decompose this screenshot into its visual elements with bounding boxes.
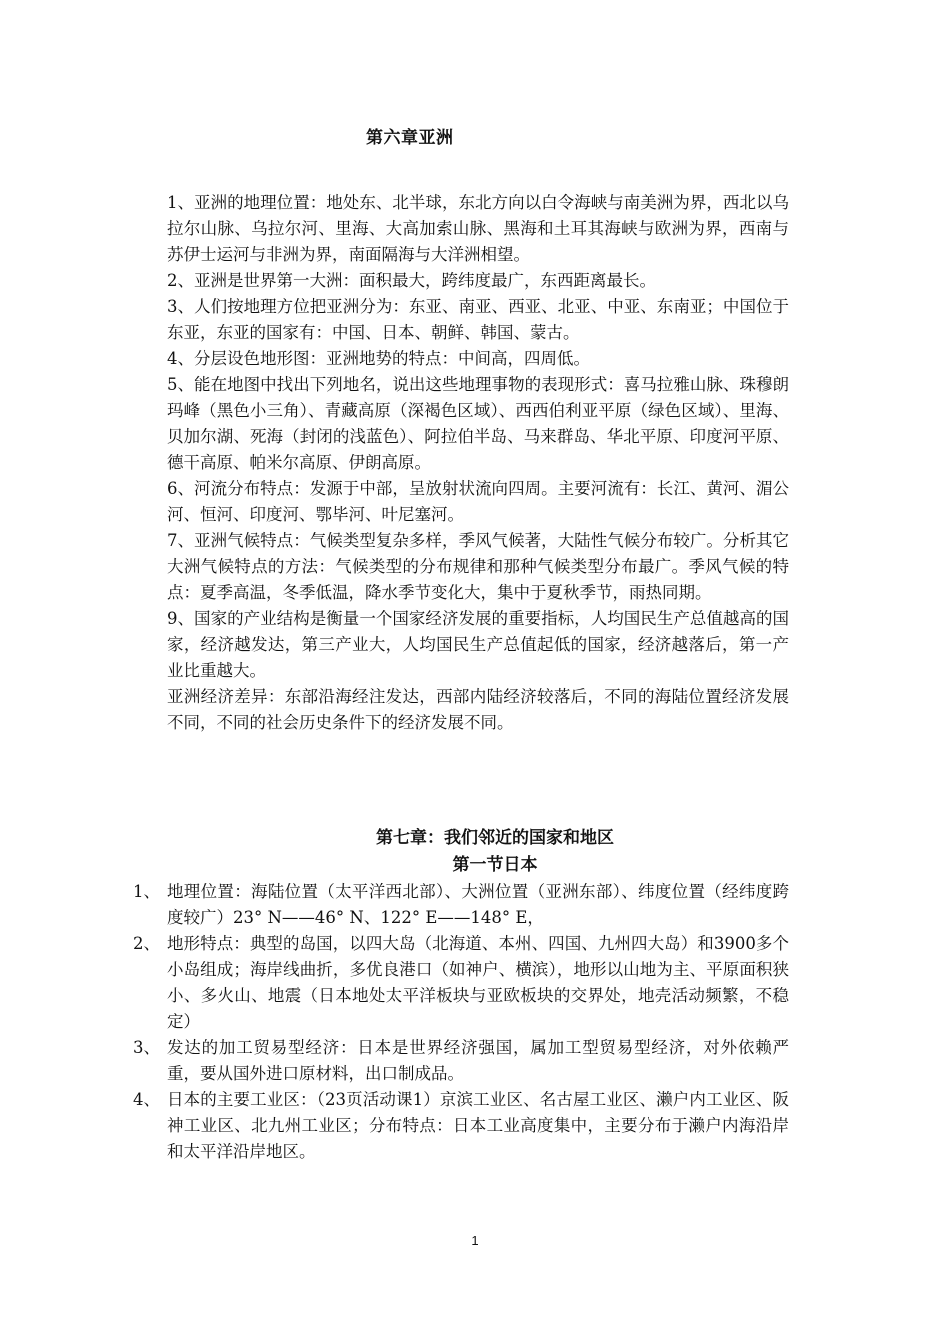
chapter-6-title: 第六章亚洲 <box>366 128 454 148</box>
paragraph-largest-continent: 2、亚洲是世界第一大洲：面积最大，跨纬度最广，东西距离最长。 <box>167 271 656 290</box>
chapter-7-title: 第七章：我们邻近的国家和地区 <box>376 828 614 848</box>
list-number: 2、 <box>133 934 160 953</box>
paragraph-regions: 3、人们按地理方位把亚洲分为：东亚、南亚、西亚、北亚、中亚、东南亚；中国位于东亚，东亚的国家有：中国、日本、朝鲜、韩国、蒙古。 <box>167 297 789 342</box>
japan-list <box>133 879 789 1165</box>
list-number: 3、 <box>133 1038 160 1057</box>
list-item <box>133 931 789 1035</box>
paragraph-terrain-map: 4、分层设色地形图：亚洲地势的特点：中间高，四周低。 <box>167 349 590 368</box>
paragraph-industry-structure: 9、国家的产业结构是衡量一个国家经济发展的重要指标，人均国民生产总值越高的国家，经济越发达，第三产业大，人均国民生产总值起低的国家，经济越落后，第一产业比重越大。 <box>167 609 789 680</box>
section-1-title: 第一节日本 <box>452 855 538 875</box>
list-item <box>133 879 789 931</box>
list-text: 地形特点：典型的岛国，以四大岛（北海道、本州、四国、九州四大岛）和3900多个小岛组成；海岸线曲折，多优良港口（如神户、横滨），地形以山地为主、平原面积狭小、多火山、地震（日本地处太平洋板块与亚欧板块的交界处，地壳活动频繁，不稳定） <box>167 934 789 1031</box>
list-number: 1、 <box>133 882 160 901</box>
paragraph-geographic-location: 1、亚洲的地理位置：地处东、北半球，东北方向以白令海峡与南美洲为界，西北以乌拉尔山脉、乌拉尔河、里海、大高加索山脉、黑海和土耳其海峡与欧洲为界，西南与苏伊士运河与非洲为界，南面隔海与大洋洲相望。 <box>167 193 789 264</box>
paragraph-economic-differences: 亚洲经济差异：东部沿海经注发达，西部内陆经济较落后，不同的海陆位置经济发展不同，不同的社会历史条件下的经济发展不同。 <box>167 687 789 732</box>
list-text: 日本的主要工业区：（23页活动课1）京滨工业区、名古屋工业区、濑户内工业区、阪神工业区、北九州工业区；分布特点：日本工业高度集中，主要分布于濑户内海沿岸和太平洋沿岸地区。 <box>167 1090 789 1161</box>
list-item <box>133 1087 789 1165</box>
paragraph-climate: 7、亚洲气候特点：气候类型复杂多样，季风气候著，大陆性气候分布较广。分析其它大洲气候特点的方法：气候类型的分布规律和那种气候类型分布最广。季风气候的特点：夏季高温，冬季低温，降水季节变化大，集中于夏秋季节，雨热同期。 <box>167 531 789 602</box>
paragraph-place-names: 5、能在地图中找出下列地名，说出这些地理事物的表现形式：喜马拉雅山脉、珠穆朗玛峰（黑色小三角）、青藏高原（深褐色区域）、西西伯利亚平原（绿色区域）、里海、贝加尔湖、死海（封闭的浅蓝色）、阿拉伯半岛、马来群岛、华北平原、印度河平原、德干高原、帕米尔高原、伊朗高原。 <box>167 375 789 472</box>
chapter-6-body <box>167 190 789 736</box>
list-item <box>133 1035 789 1087</box>
page-number: 1 <box>471 1233 479 1248</box>
list-text: 地理位置：海陆位置（太平洋西北部）、大洲位置（亚洲东部）、纬度位置（经纬度跨度较广）23° N——46° N、122° E——148° E， <box>167 882 789 927</box>
list-text: 发达的加工贸易型经济：日本是世界经济强国，属加工型贸易型经济，对外依赖严重，要从国外进口原材料，出口制成品。 <box>167 1038 789 1083</box>
list-number: 4、 <box>133 1090 160 1109</box>
paragraph-rivers: 6、河流分布特点：发源于中部，呈放射状流向四周。主要河流有：长江、黄河、湄公河、恒河、印度河、鄂毕河、叶尼塞河。 <box>167 479 789 524</box>
